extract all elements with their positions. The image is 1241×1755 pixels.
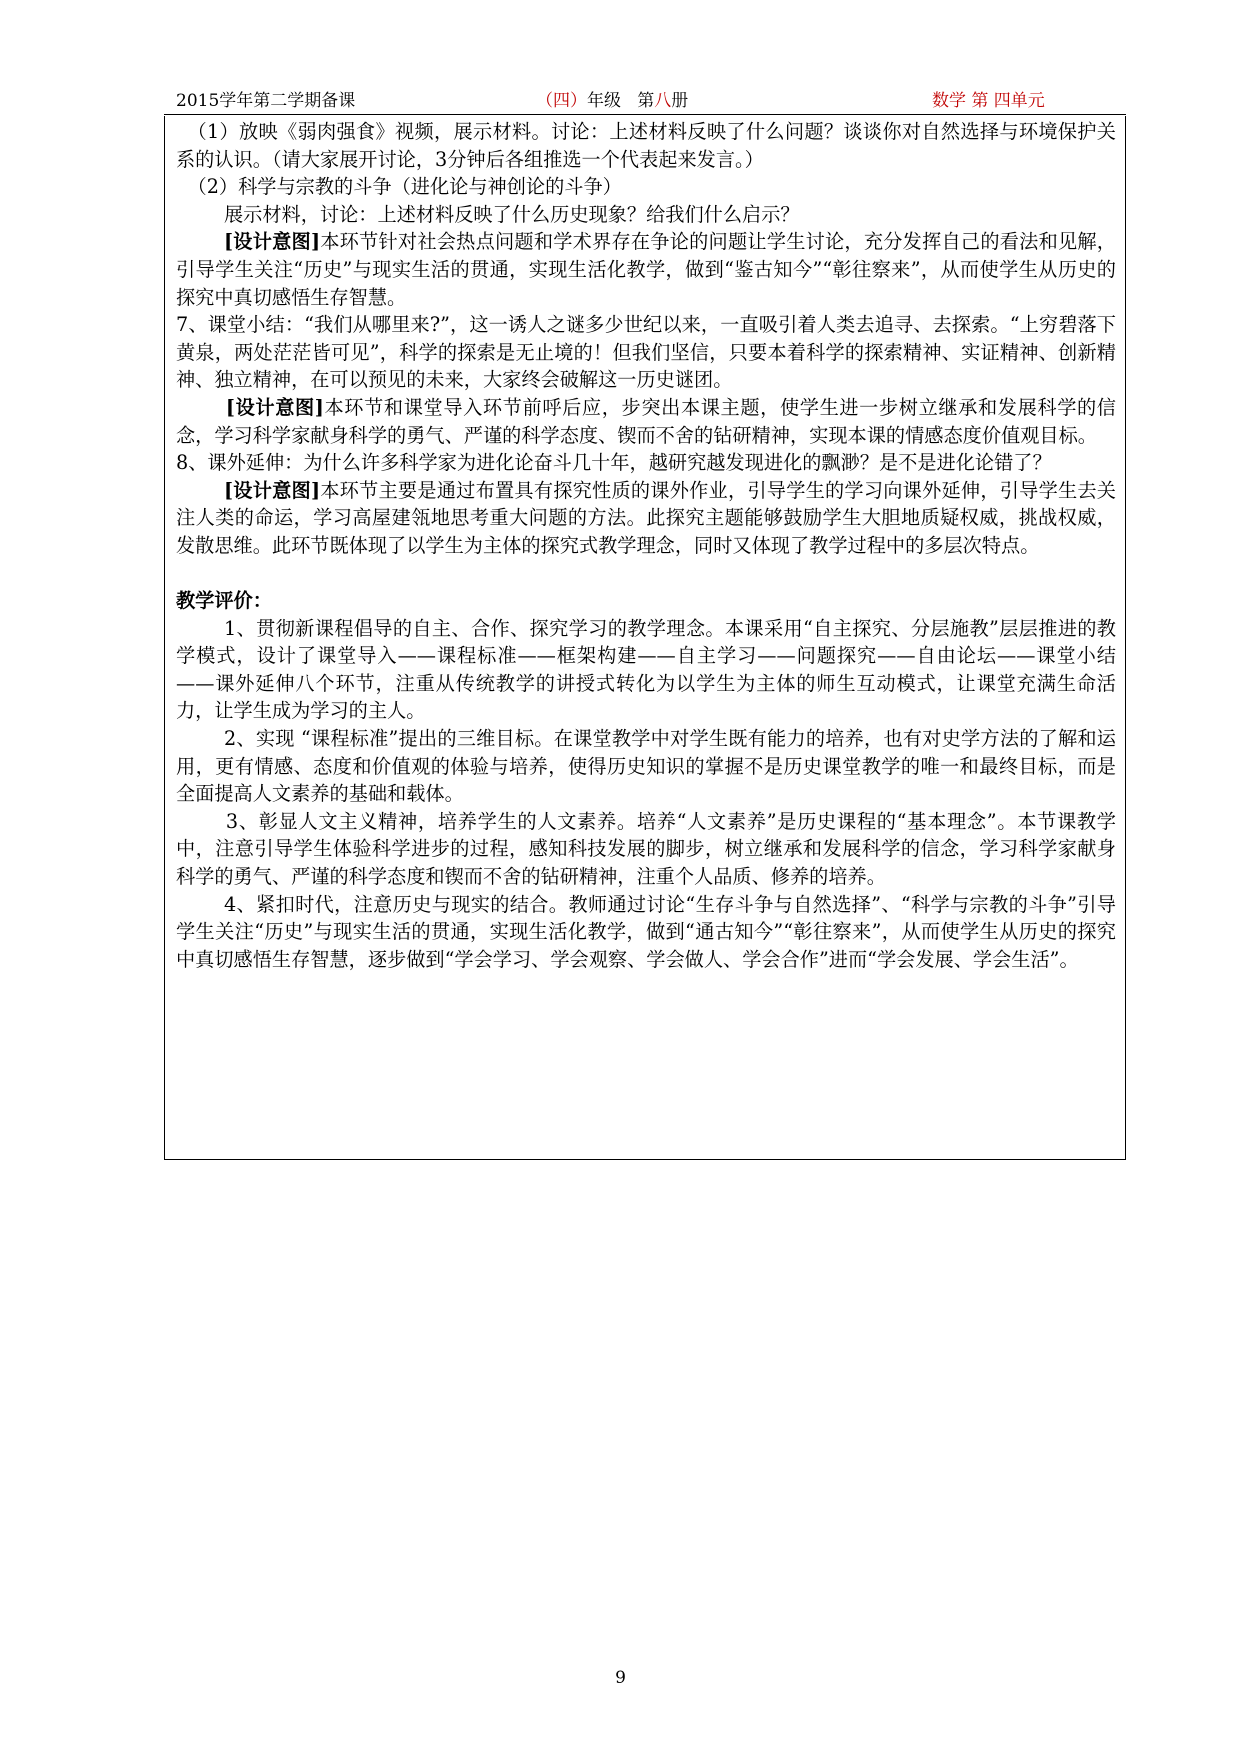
- evaluation-item-2: 2、实现 “课程标准”提出的三维目标。在课堂教学中对学生既有能力的培养，也有对史学方法的了解和运用，更有情感、态度和价值观的体验与培养，使得历史知识的掌握不是历史课堂教学的唯一和最终目标，而是全面提高人文素养的基础和载体。: [176, 727, 1116, 806]
- header-grade-volume: [536, 88, 688, 114]
- paragraph-science-religion: （2）科学与宗教的斗争（进化论与神创论的斗争）: [187, 175, 622, 199]
- header-grade-label: 年级: [587, 91, 621, 111]
- evaluation-item-4: 4、紧扣时代，注意历史与现实的结合。教师通过讨论“生存斗争与自然选择”、“科学与宗教的斗争”引导学生关注“历史”与现实生活的贯通，实现生活化教学，做到“通古知今”“彰往察来”，从而使学生从历史的探究中真切感悟生存智慧，逐步做到“学会学习、学会观察、学会做人、学会合作”进而“学会发展、学会生活”。: [176, 892, 1116, 971]
- paragraph-class-summary: 7、课堂小结：“我们从哪里来?”，这一诱人之谜多少世纪以来，一直吸引着人类去追寻、去探索。“上穷碧落下黄泉，两处茫茫皆可见”，科学的探索是无止境的！但我们坚信，只要本着科学的探索精神、实证精神、创新精神、独立精神，在可以预见的未来，大家终会破解这一历史谜团。: [176, 313, 1116, 392]
- design-intent-tag: [设计意图]: [224, 230, 321, 254]
- paragraph-design-intent-1: [176, 228, 1116, 311]
- paragraph-video-discussion: （1）放映《弱肉强食》视频，展示材料。讨论：上述材料反映了什么问题？谈谈你对自然选择与环境保护关系的认识。（请大家展开讨论，3分钟后各组推选一个代表起来发言。）: [176, 120, 1116, 171]
- design-intent-tag: [设计意图]: [225, 395, 324, 419]
- design-intent-text: 本环节和课堂导入环节前呼后应，步突出本课主题，使学生进一步树立继承和发展科学的信念，学习科学家献身科学的勇气、严谨的科学态度、锲而不舍的钻研精神，实现本课的情感态度价值观目标。: [176, 395, 1116, 447]
- page-header: [164, 88, 1126, 115]
- paragraph-design-intent-2: [176, 394, 1116, 449]
- page-number: 9: [615, 1668, 626, 1688]
- design-intent-text: 本环节主要是通过布置具有探究性质的课外作业，引导学生的学习向课外延伸，引导学生去关注人类的命运，学习高屋建瓴地思考重大问题的方法。此探究主题能够鼓励学生大胆地质疑权威，挑战权威，发散思维。此环节既体现了以学生为主体的探究式教学理念，同时又体现了教学过程中的多层次特点。: [176, 478, 1116, 557]
- header-volume-post: 册: [671, 91, 689, 111]
- design-intent-text: 本环节针对社会热点问题和学术界存在争论的问题让学生讨论，充分发挥自己的看法和见解，引导学生关注“历史”与现实生活的贯通，实现生活化教学，做到“鉴古知今”“彰往察来”，从而使学生从历史的探究中真切感悟生存智慧。: [176, 230, 1116, 309]
- paragraph-show-materials: 展示材料，讨论：上述材料反映了什么历史现象？给我们什么启示？: [224, 202, 800, 226]
- design-intent-tag: [设计意图]: [224, 478, 321, 502]
- paragraph-extension: 8、课外延伸：为什么许多科学家为进化论奋斗几十年，越研究越发现进化的飘渺？是不是进化论错了？: [176, 451, 1052, 475]
- header-grade: （四）: [536, 91, 587, 111]
- header-volume: 八: [654, 91, 672, 111]
- evaluation-item-1: 1、贯彻新课程倡导的自主、合作、探究学习的教学理念。本课采用“自主探究、分层施教”层层推进的教学模式，设计了课堂导入——课程标准——框架构建——自主学习——问题探究——自由论坛——课堂小结——课外延伸八个环节，注重从传统教学的讲授式转化为以学生为主体的师生互动模式，让课堂充满生命活力，让学生成为学习的主人。: [176, 616, 1116, 723]
- paragraph-design-intent-3: [176, 477, 1116, 560]
- header-volume-pre: 第: [637, 91, 655, 111]
- lesson-content: [176, 118, 1116, 973]
- evaluation-item-3: 3、彰显人文主义精神，培养学生的人文素养。培养“人文素养”是历史课程的“基本理念”。本节课教学中，注意引导学生体验科学进步的过程，感知科技发展的脚步，树立继承和发展科学的信念，学习科学家献身科学的勇气、严谨的科学态度和锲而不舍的钻研精神，注重个人品质、修养的培养。: [176, 809, 1116, 889]
- header-semester: 2015学年第二学期备课: [176, 91, 356, 111]
- header-subject-unit: 数学 第 四单元: [932, 91, 1045, 111]
- section-title-evaluation: 教学评价：: [176, 589, 272, 613]
